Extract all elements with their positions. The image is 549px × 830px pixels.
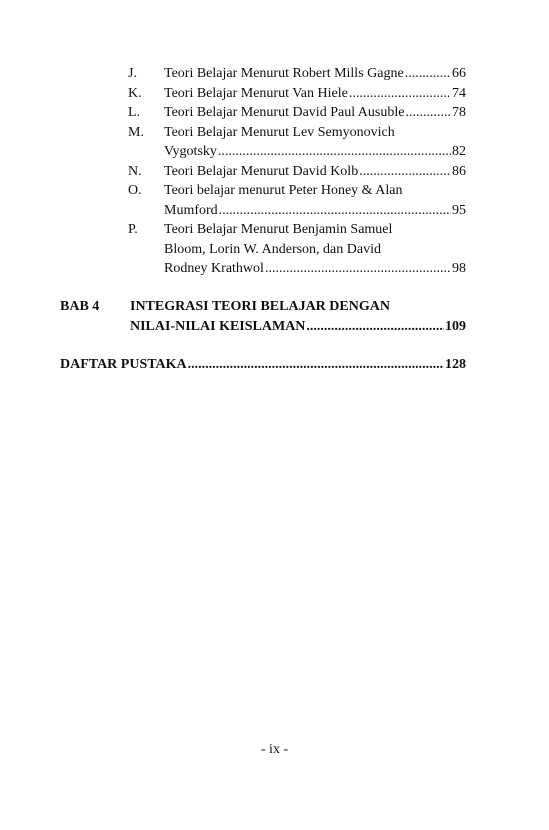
toc-title-line: Bloom, Lorin W. Anderson, dan David: [164, 241, 381, 257]
toc-letter: L.: [128, 105, 141, 120]
toc-letter: J.: [128, 66, 137, 81]
dot-leader: [265, 259, 451, 279]
dot-leader: [405, 64, 451, 84]
toc-page-number: 109: [445, 318, 466, 334]
toc-line: [164, 64, 466, 84]
chapter-title-line: INTEGRASI TEORI BELAJAR DENGAN: [130, 299, 390, 314]
toc-letter: O.: [128, 183, 142, 198]
toc-page-number: 95: [452, 202, 466, 218]
page-number-footer: - ix -: [260, 742, 289, 757]
dot-leader: [405, 103, 451, 123]
toc-page-number: 86: [452, 163, 466, 179]
toc-title: Rodney Krathwol: [164, 261, 264, 276]
toc-line: [164, 84, 466, 104]
chapter-label: BAB 4: [60, 299, 100, 314]
toc-page-number: 82: [452, 144, 466, 159]
toc-title: Mumford: [164, 202, 218, 218]
toc-page-number: 66: [452, 66, 466, 81]
toc-title: Teori Belajar Menurut David Kolb: [164, 163, 359, 179]
toc-title: Teori Belajar Menurut Robert Mills Gagne: [164, 66, 404, 81]
toc-letter: K.: [128, 85, 142, 101]
toc-page-number: 74: [452, 85, 466, 101]
toc-line: [164, 103, 466, 123]
toc-title: Vygotsky: [164, 144, 217, 159]
toc-letter: P.: [128, 222, 138, 237]
dot-leader: [218, 142, 451, 162]
chapter-title: NILAI-NILAI KEISLAMAN: [130, 318, 306, 334]
toc-line: [130, 317, 466, 337]
dot-leader: [219, 201, 451, 221]
daftar-title: DAFTAR PUSTAKA: [60, 357, 187, 372]
toc-title-line: Teori Belajar Menurut Lev Semyonovich: [164, 124, 395, 140]
toc-line: [60, 355, 466, 375]
toc-line: [164, 201, 466, 221]
dot-leader: [306, 317, 444, 337]
toc-line: [164, 162, 466, 182]
toc-title-line: Teori belajar menurut Peter Honey & Alan: [164, 183, 403, 198]
toc-title: Teori Belajar Menurut Van Hiele: [164, 85, 348, 101]
toc-page-number: 78: [452, 105, 466, 120]
toc-title-line: Teori Belajar Menurut Benjamin Samuel: [164, 222, 393, 237]
toc-daftar-pustaka[interactable]: [60, 355, 466, 375]
toc-letter: M.: [128, 124, 144, 140]
dot-leader: [359, 162, 451, 182]
toc-page-number: 128: [445, 357, 466, 372]
toc-title: Teori Belajar Menurut David Paul Ausuble: [164, 105, 405, 120]
toc-line: [164, 259, 466, 279]
toc-letter: N.: [128, 163, 142, 179]
toc-line: [164, 142, 466, 162]
dot-leader: [188, 355, 444, 375]
toc-page-number: 98: [452, 261, 466, 276]
dot-leader: [349, 84, 451, 104]
